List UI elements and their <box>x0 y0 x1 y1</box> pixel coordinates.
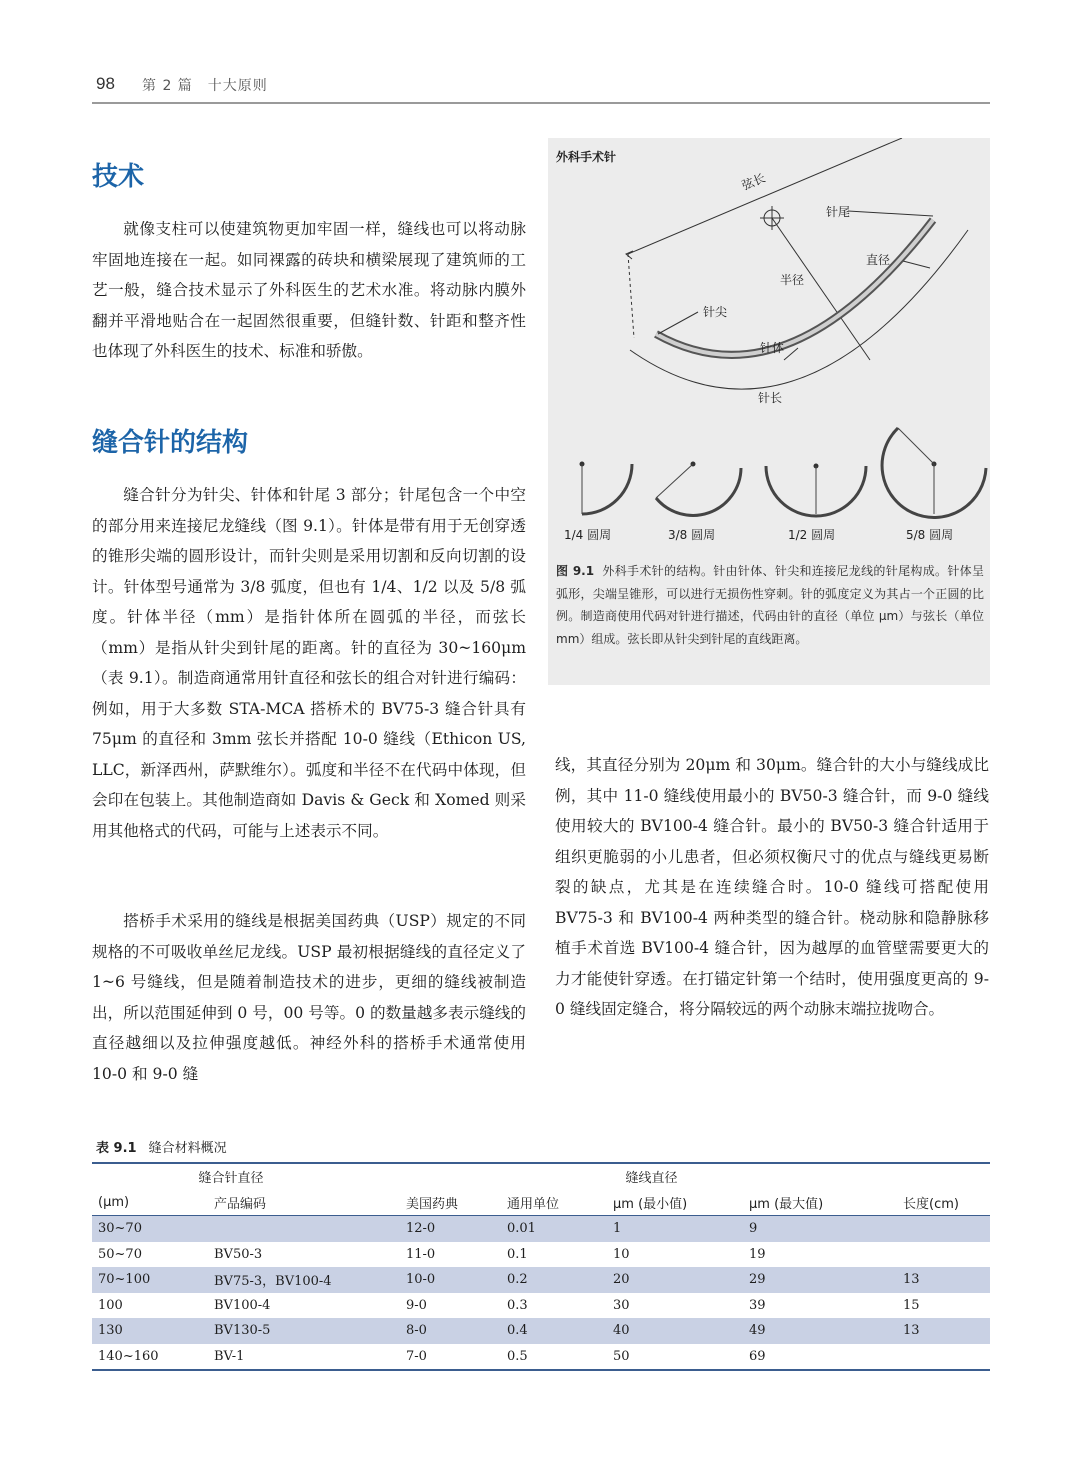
col-header-length: 长度(cm) <box>897 1190 990 1216</box>
table-cell <box>897 1344 990 1371</box>
table-cell: 30 <box>613 1297 630 1313</box>
table-cell: 13 <box>897 1267 990 1293</box>
section-paragraph: 缝合针分为针尖、针体和针尾 3 部分；针尾包含一个中空的部分用来连接尼龙缝线（图 9.1）。针体是带有用于无创穿透的锥形尖端的圆形设计，而针尖则是采用切割和反向切割的设计。针体型号通常为 3/8 弧度，但也有 1/4、1/2 以及 5/8 弧度。针体半径（mm）是指针体所在圆弧的半径，而弦长（mm）是指从针尖到针尾的距离。针的直径为 30~160μm（表 9.1）。制造商通常用针直径和弦长的组合对针进行编码：例如，用于大多数 STA-MCA 搭桥术的 BV75-3 缝合针具有 75μm 的直径和 3mm 弦长并搭配 10-0 缝线（Ethicon US, LLC，新泽西州，萨默维尔）。弧度和半径不在代码中体现，但会印在包装上。其他制造商如 Davis & Geck 和 Xomed 则采用其他格式的代码，可能与上述表示不同。 <box>92 486 526 840</box>
curve-label-1-2: 1/2 圆周 <box>788 528 836 542</box>
table-row <box>92 1293 990 1319</box>
label-length: 针长 <box>758 391 783 405</box>
section-paragraph: 搭桥手术采用的缝线是根据美国药典（USP）规定的不同规格的不可吸收单丝尼龙线。USP 最初根据缝线的直径定义了 1~6 号缝线，但是随着制造技术的进步，更细的缝线被制造出，所以范围延伸到 0 号，00 号等。0 的数量越多表示缝线的直径越细以及拉伸强度越低。神经外科的搭桥手术通常使用 10-0 和 9-0 缝 <box>92 912 526 1083</box>
group-header-needle: 缝合针直径 <box>92 1163 364 1190</box>
col-header-usp: 美国药典 <box>400 1190 501 1216</box>
curve-five-eighths <box>882 428 986 517</box>
table-cell: BV-1 <box>208 1344 364 1371</box>
table-cell: 50~70 <box>98 1246 142 1262</box>
table-row <box>92 1318 990 1344</box>
table-cell: BV75-3，BV100-4 <box>208 1267 364 1293</box>
table-cell <box>364 1242 400 1268</box>
table-cell: 19 <box>749 1246 766 1262</box>
table-cell: 10-0 <box>400 1267 501 1293</box>
table-cell: 7-0 <box>400 1344 501 1371</box>
figure-9-1 <box>548 138 990 685</box>
section-heading-needle-structure: 缝合针的结构 <box>92 428 249 458</box>
table-cell: 13 <box>897 1318 990 1344</box>
table-cell <box>897 1242 990 1268</box>
label-swage: 针尾 <box>826 205 851 219</box>
table-cell: 49 <box>743 1318 897 1344</box>
table-cell: 8-0 <box>400 1318 501 1344</box>
figure-caption-text: 外科手术针的结构。针由针体、针尖和连接尼龙线的针尾构成。针体呈弧形，尖端呈锥形，可以进行无损伤性穿刺。针的弧度定义为其占一个正圆的比例。制造商使用代码对针进行描述，代码由针的直径（单位 μm）与弦长（单位 mm）组成。弦长即从针尖到针尾的直线距离。 <box>556 564 984 646</box>
table-cell: 0.2 <box>501 1267 607 1293</box>
col-header-um-min: μm (最小值) <box>607 1190 743 1216</box>
table-cell <box>364 1318 400 1344</box>
table-cell <box>364 1344 400 1371</box>
curve-label-5-8: 5/8 圆周 <box>906 528 954 542</box>
table-cell: 40 <box>607 1318 743 1344</box>
figure-caption <box>556 560 984 650</box>
table-cell: 140~160 <box>92 1344 208 1371</box>
table-cell <box>364 1293 400 1319</box>
running-title: 第 2 篇 十大原则 <box>142 78 268 94</box>
table-cell: 0.3 <box>507 1297 528 1313</box>
table-cell <box>897 1216 990 1242</box>
table-cell: 0.1 <box>507 1246 528 1262</box>
table-cell: 11-0 <box>406 1246 436 1262</box>
table-cell: BV100-4 <box>214 1297 271 1313</box>
label-diameter: 直径 <box>866 253 891 267</box>
table-cell <box>208 1216 364 1242</box>
table-cell: 10 <box>613 1246 630 1262</box>
table-cell: 130 <box>92 1318 208 1344</box>
table-cell: 0.01 <box>501 1216 607 1242</box>
table-cell: 70~100 <box>92 1267 208 1293</box>
table-cell: 20 <box>607 1267 743 1293</box>
table-cell: 30~70 <box>92 1216 208 1242</box>
section-paragraph: 就像支柱可以使建筑物更加牢固一样，缝线也可以将动脉牢固地连接在一起。如同裸露的砖块和横梁展现了建筑师的工艺一般，缝合技术显示了外科医生的艺术水准。将动脉内膜外翻并平滑地贴合在一起固然很重要，但缝针数、针距和整齐性也体现了外科医生的技术、标准和骄傲。 <box>92 220 526 360</box>
table-cell: 50 <box>607 1344 743 1371</box>
table-cell: 9-0 <box>406 1297 427 1313</box>
col-header-common-unit: 通用单位 <box>501 1190 607 1216</box>
table-row <box>92 1216 990 1242</box>
table-cell: BV130-5 <box>208 1318 364 1344</box>
label-point: 针尖 <box>703 305 728 319</box>
col-header-product-code: 产品编码 <box>208 1190 364 1216</box>
table-cell: 100 <box>98 1297 123 1313</box>
table-cell: 0.4 <box>501 1318 607 1344</box>
chord-line <box>628 138 902 254</box>
table-cell <box>364 1267 400 1293</box>
table-cell: 29 <box>743 1267 897 1293</box>
page-number: 98 <box>96 74 115 93</box>
section-paragraph-continued: 线，其直径分别为 20μm 和 30μm。缝合针的大小与缝线成比例，其中 11-0 缝线使用最小的 BV50-3 缝合针，而 9-0 缝线使用较大的 BV100-4 缝合针。最小的 BV50-3 缝合针适用于组织更脆弱的小儿患者，但必须权衡尺寸的优点与缝线更易断裂的缺点，尤其是在连续缝合时。10-0 缝线可搭配使用 BV75-3 和 BV100-4 两种类型的缝合针。桡动脉和隐静脉移植手术首选 BV100-4 缝合针，因为越厚的血管壁需要更大的力才能使针穿透。在打锚定针第一个结时，使用强度更高的 9-0 缝线固定缝合，将分隔较远的两个动脉末端拉拢吻合。 <box>555 756 989 1018</box>
table-caption-label: 表 9.1 <box>96 1141 137 1156</box>
col-header-um: (μm) <box>92 1190 208 1216</box>
figure-title: 外科手术针 <box>556 150 617 164</box>
col-header-um-max: μm (最大值) <box>743 1190 897 1216</box>
label-radius: 半径 <box>780 273 805 287</box>
running-header <box>92 70 990 104</box>
label-chord: 弦长 <box>739 170 768 193</box>
table-caption <box>96 1137 227 1156</box>
curve-label-3-8: 3/8 圆周 <box>668 528 716 542</box>
needle-diagram <box>548 138 990 548</box>
table-cell: 15 <box>903 1297 920 1313</box>
table-row <box>92 1344 990 1371</box>
table-row <box>92 1242 990 1268</box>
table-cell: BV50-3 <box>214 1246 263 1262</box>
table-cell: 9 <box>743 1216 897 1242</box>
section-heading-technique: 技术 <box>92 162 145 192</box>
curve-label-1-4: 1/4 圆周 <box>564 528 612 542</box>
table-caption-text: 缝合材料概况 <box>148 1141 227 1156</box>
table-cell: 12-0 <box>400 1216 501 1242</box>
curve-three-eighths <box>656 462 741 516</box>
curve-quarter <box>580 462 633 515</box>
table-cell: 0.5 <box>501 1344 607 1371</box>
table-cell: 39 <box>749 1297 766 1313</box>
table-cell <box>364 1216 400 1242</box>
table-cell: 69 <box>743 1344 897 1371</box>
table-cell: 1 <box>607 1216 743 1242</box>
suture-materials-table <box>92 1162 990 1371</box>
group-header-suture: 缝线直径 <box>400 1163 897 1190</box>
radius-line <box>772 218 870 360</box>
curve-half <box>766 464 866 516</box>
label-body: 针体 <box>760 341 785 355</box>
length-arc <box>630 230 968 389</box>
figure-caption-label: 图 9.1 <box>556 564 595 578</box>
table-row <box>92 1267 990 1293</box>
needle-body <box>656 220 933 355</box>
